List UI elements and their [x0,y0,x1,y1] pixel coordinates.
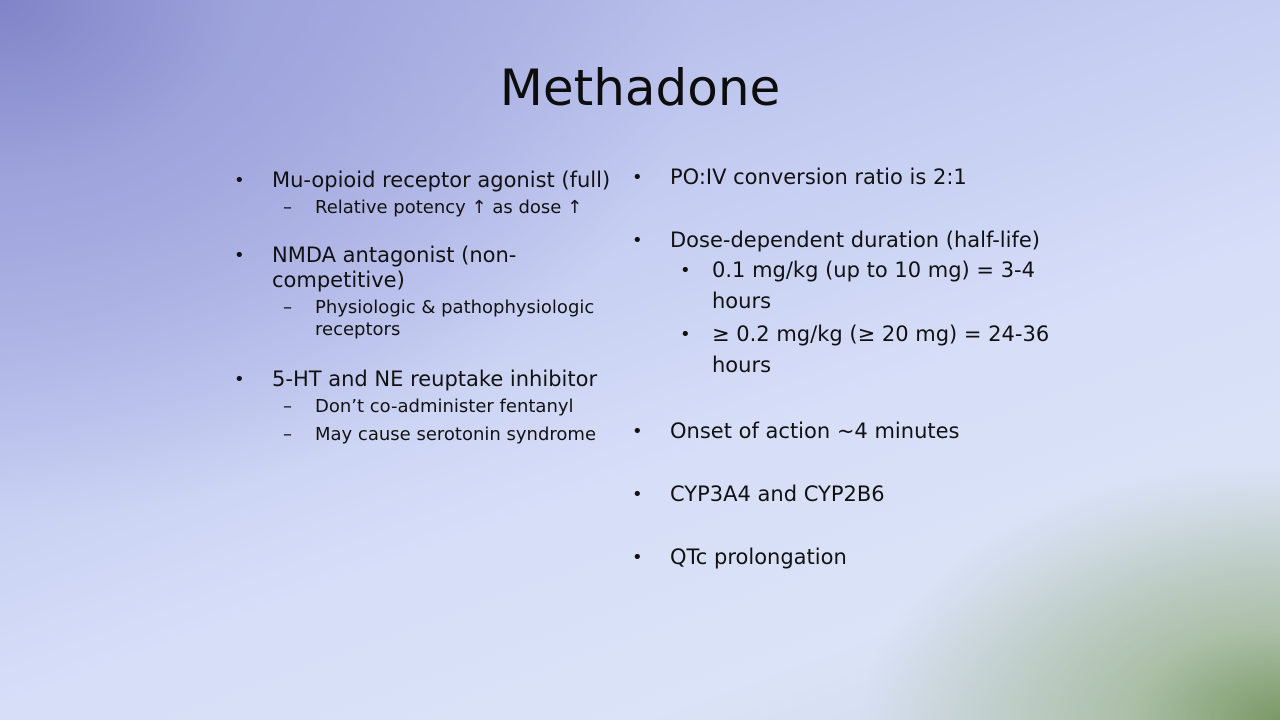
dash-icon: – [283,197,292,218]
bullet-icon: • [632,230,643,251]
bullet-icon: • [680,324,691,345]
bullet-text: 5-HT and NE reuptake inhibitor [272,367,598,391]
sub-bullet-item [630,319,1070,381]
bullet-text: Dose-dependent duration (half-life) [670,228,1040,252]
bullet-icon: • [632,421,643,442]
bullet-item [630,165,1070,190]
bullet-item [630,545,1070,570]
bullet-item [232,367,632,392]
sub-bullet-item [232,197,632,219]
bullet-icon: • [234,245,245,266]
bullet-item [232,168,632,193]
bullet-item [630,482,1070,507]
sub-bullet-text: May cause serotonin syndrome [315,424,597,445]
right-column [630,165,1070,570]
slide-title: Methadone [499,59,781,117]
sub-bullet-item [630,255,1070,317]
bullet-item [232,243,632,293]
bullet-icon: • [632,167,643,188]
bullet-text: PO:IV conversion ratio is 2:1 [670,165,967,189]
bullet-text: Onset of action ~4 minutes [670,419,960,443]
dash-icon: – [283,424,292,445]
bullet-item [630,228,1070,253]
sub-bullet-item [232,424,632,446]
left-column [232,168,632,446]
bullet-text: NMDA antagonist (non-competitive) [272,243,517,292]
bullet-text: CYP3A4 and CYP2B6 [670,482,885,506]
bullet-text: QTc prolongation [670,545,847,569]
sub-bullet-text: ≥ 0.2 mg/kg (≥ 20 mg) = 24-36 hours [712,322,1050,377]
bullet-icon: • [680,260,691,281]
sub-bullet-text: Don’t co-administer fentanyl [315,396,574,417]
dash-icon: – [283,396,292,417]
sub-bullet-text: 0.1 mg/kg (up to 10 mg) = 3-4 hours [712,258,1035,313]
bullet-icon: • [632,547,643,568]
sub-bullet-item [232,297,632,341]
sub-bullet-text: Relative potency ↑ as dose ↑ [315,197,583,218]
bullet-icon: • [234,369,245,390]
sub-bullet-text: Physiologic & pathophysiologic receptors [315,297,595,340]
bullet-icon: • [632,484,643,505]
dash-icon: – [283,297,292,318]
bullet-icon: • [234,170,245,191]
bullet-item [630,419,1070,444]
sub-bullet-item [232,396,632,418]
bullet-text: Mu-opioid receptor agonist (full) [272,168,611,192]
